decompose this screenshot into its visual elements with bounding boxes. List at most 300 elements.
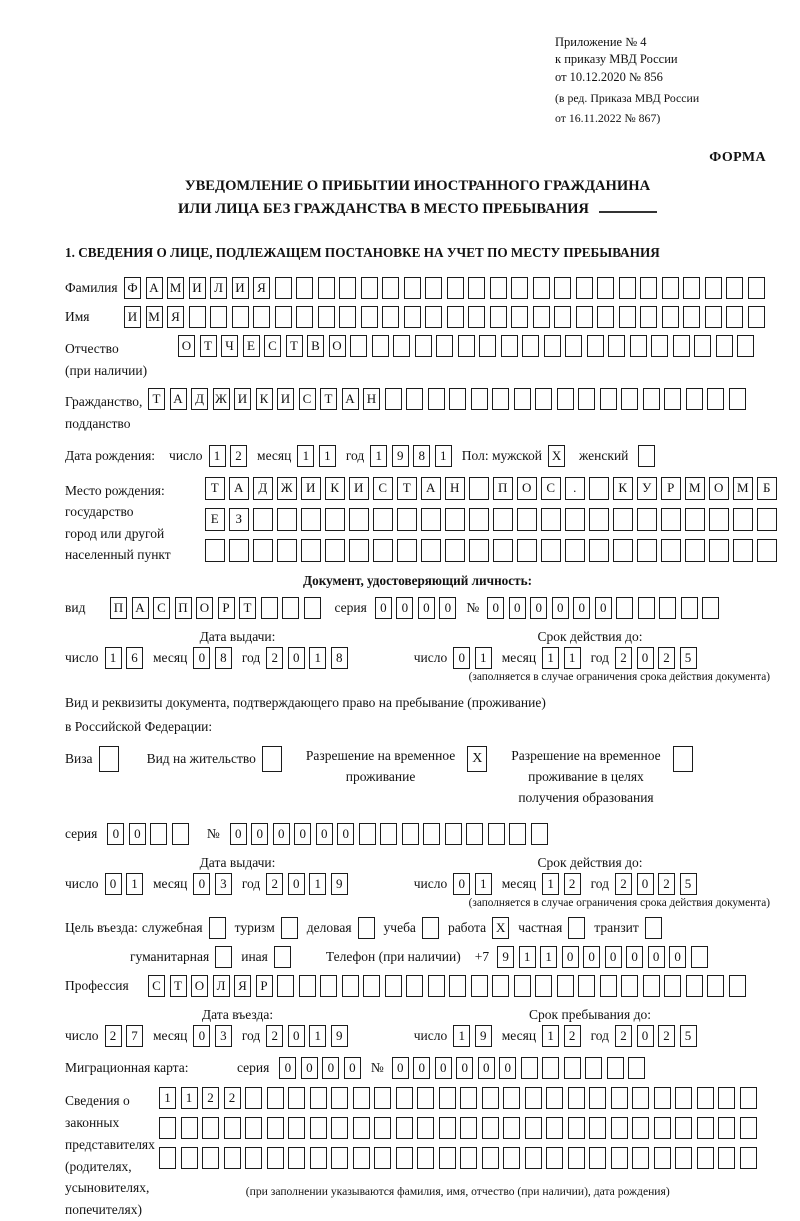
char-box[interactable] [428, 388, 445, 410]
char-box[interactable] [608, 335, 625, 357]
char-box[interactable]: И [301, 477, 321, 500]
char-box[interactable] [531, 823, 548, 845]
char-box[interactable]: 2 [564, 1025, 581, 1047]
char-box[interactable] [659, 597, 676, 619]
char-box[interactable] [482, 1087, 499, 1109]
char-box[interactable] [397, 539, 417, 562]
char-box[interactable]: А [170, 388, 187, 410]
char-box[interactable] [417, 1147, 434, 1169]
char-box[interactable] [525, 1117, 542, 1139]
char-box[interactable]: 0 [637, 1025, 654, 1047]
char-box[interactable] [382, 306, 399, 328]
char-box[interactable] [632, 1147, 649, 1169]
char-box[interactable] [707, 388, 724, 410]
char-box[interactable] [638, 597, 655, 619]
char-box[interactable]: 2 [564, 873, 581, 895]
char-box[interactable] [417, 1087, 434, 1109]
char-box[interactable] [729, 975, 746, 997]
char-box[interactable] [697, 1117, 714, 1139]
char-box[interactable] [587, 335, 604, 357]
char-box[interactable] [428, 975, 445, 997]
char-box[interactable] [374, 1087, 391, 1109]
char-box[interactable] [299, 975, 316, 997]
char-box[interactable]: 2 [224, 1087, 241, 1109]
char-box[interactable]: Т [148, 388, 165, 410]
char-box[interactable] [637, 508, 657, 531]
char-box[interactable]: К [256, 388, 273, 410]
char-box[interactable]: 0 [530, 597, 547, 619]
char-box[interactable]: Р [661, 477, 681, 500]
char-box[interactable] [253, 306, 270, 328]
char-box[interactable] [661, 508, 681, 531]
char-box[interactable] [568, 1087, 585, 1109]
char-box[interactable] [202, 1147, 219, 1169]
char-box[interactable]: 0 [573, 597, 590, 619]
char-box[interactable] [600, 975, 617, 997]
char-box[interactable]: 0 [605, 946, 622, 968]
char-box[interactable] [296, 277, 313, 299]
char-box[interactable]: 0 [418, 597, 435, 619]
char-box[interactable] [449, 975, 466, 997]
char-box[interactable] [232, 306, 249, 328]
char-box[interactable] [372, 335, 389, 357]
char-box[interactable]: М [685, 477, 705, 500]
char-box[interactable]: 0 [193, 873, 210, 895]
char-box[interactable] [729, 388, 746, 410]
char-box[interactable] [350, 335, 367, 357]
char-box[interactable]: 0 [626, 946, 643, 968]
char-box[interactable] [733, 508, 753, 531]
char-box[interactable]: М [167, 277, 184, 299]
char-box[interactable] [209, 917, 226, 939]
char-box[interactable] [542, 1057, 559, 1079]
char-box[interactable] [611, 1147, 628, 1169]
char-box[interactable] [664, 975, 681, 997]
char-box[interactable] [493, 508, 513, 531]
char-box[interactable] [654, 1087, 671, 1109]
char-box[interactable] [349, 539, 369, 562]
char-box[interactable]: 1 [181, 1087, 198, 1109]
char-box[interactable] [628, 1057, 645, 1079]
char-box[interactable] [224, 1147, 241, 1169]
char-box[interactable] [740, 1147, 757, 1169]
char-box[interactable] [275, 306, 292, 328]
char-box[interactable] [533, 306, 550, 328]
char-box[interactable]: П [110, 597, 127, 619]
char-box[interactable] [421, 539, 441, 562]
char-box[interactable] [310, 1147, 327, 1169]
char-box[interactable] [600, 388, 617, 410]
char-box[interactable] [664, 388, 681, 410]
char-box[interactable] [662, 306, 679, 328]
char-box[interactable]: 0 [648, 946, 665, 968]
char-box[interactable] [568, 1147, 585, 1169]
char-box[interactable] [373, 508, 393, 531]
char-box[interactable] [726, 277, 743, 299]
char-box[interactable] [501, 335, 518, 357]
char-box[interactable] [492, 975, 509, 997]
char-box[interactable]: С [148, 975, 165, 997]
char-box[interactable] [640, 306, 657, 328]
char-box[interactable] [673, 746, 693, 772]
char-box[interactable] [541, 508, 561, 531]
char-box[interactable] [621, 388, 638, 410]
char-box[interactable] [245, 1117, 262, 1139]
char-box[interactable]: Д [253, 477, 273, 500]
char-box[interactable] [468, 306, 485, 328]
char-box[interactable] [675, 1147, 692, 1169]
char-box[interactable]: 1 [309, 873, 326, 895]
char-box[interactable] [469, 508, 489, 531]
char-box[interactable] [511, 306, 528, 328]
char-box[interactable]: 9 [497, 946, 514, 968]
char-box[interactable] [589, 539, 609, 562]
char-box[interactable]: 1 [564, 647, 581, 669]
char-box[interactable] [393, 335, 410, 357]
char-box[interactable]: 0 [193, 1025, 210, 1047]
char-box[interactable] [275, 277, 292, 299]
char-box[interactable]: 0 [453, 873, 470, 895]
char-box[interactable]: Т [205, 477, 225, 500]
char-box[interactable] [565, 508, 585, 531]
char-box[interactable] [262, 746, 282, 772]
char-box[interactable]: Е [205, 508, 225, 531]
char-box[interactable] [385, 975, 402, 997]
char-box[interactable] [373, 539, 393, 562]
char-box[interactable]: X [548, 445, 565, 467]
char-box[interactable] [304, 597, 321, 619]
char-box[interactable]: С [373, 477, 393, 500]
char-box[interactable]: А [342, 388, 359, 410]
char-box[interactable] [637, 539, 657, 562]
char-box[interactable]: 2 [615, 647, 632, 669]
char-box[interactable] [406, 388, 423, 410]
char-box[interactable] [675, 1087, 692, 1109]
char-box[interactable] [613, 539, 633, 562]
char-box[interactable]: М [146, 306, 163, 328]
char-box[interactable]: 2 [658, 1025, 675, 1047]
char-box[interactable] [718, 1147, 735, 1169]
char-box[interactable] [469, 477, 489, 500]
char-box[interactable]: 0 [105, 873, 122, 895]
char-box[interactable]: И [234, 388, 251, 410]
char-box[interactable]: 7 [126, 1025, 143, 1047]
char-box[interactable] [374, 1147, 391, 1169]
char-box[interactable] [469, 539, 489, 562]
char-box[interactable] [396, 1087, 413, 1109]
char-box[interactable] [554, 306, 571, 328]
char-box[interactable]: 1 [309, 1025, 326, 1047]
char-box[interactable] [533, 277, 550, 299]
char-box[interactable] [643, 975, 660, 997]
char-box[interactable]: Л [213, 975, 230, 997]
char-box[interactable]: 0 [288, 647, 305, 669]
char-box[interactable] [686, 388, 703, 410]
char-box[interactable] [296, 306, 313, 328]
char-box[interactable] [685, 508, 705, 531]
char-box[interactable]: С [541, 477, 561, 500]
char-box[interactable]: 9 [331, 873, 348, 895]
char-box[interactable]: И [349, 477, 369, 500]
char-box[interactable]: 1 [475, 647, 492, 669]
char-box[interactable] [436, 335, 453, 357]
char-box[interactable]: Т [239, 597, 256, 619]
char-box[interactable] [320, 975, 337, 997]
char-box[interactable]: О [191, 975, 208, 997]
char-box[interactable] [585, 1057, 602, 1079]
char-box[interactable]: 0 [337, 823, 354, 845]
char-box[interactable]: 2 [202, 1087, 219, 1109]
char-box[interactable] [525, 1147, 542, 1169]
char-box[interactable] [150, 823, 167, 845]
char-box[interactable] [535, 975, 552, 997]
char-box[interactable]: 1 [319, 445, 336, 467]
char-box[interactable] [331, 1087, 348, 1109]
char-box[interactable] [402, 823, 419, 845]
char-box[interactable] [503, 1147, 520, 1169]
char-box[interactable] [697, 1087, 714, 1109]
char-box[interactable]: А [132, 597, 149, 619]
char-box[interactable] [757, 508, 777, 531]
char-box[interactable]: 0 [435, 1057, 452, 1079]
char-box[interactable]: Н [363, 388, 380, 410]
char-box[interactable] [261, 597, 278, 619]
char-box[interactable]: 0 [552, 597, 569, 619]
char-box[interactable] [202, 1117, 219, 1139]
char-box[interactable] [673, 335, 690, 357]
char-box[interactable]: А [229, 477, 249, 500]
char-box[interactable]: 0 [129, 823, 146, 845]
char-box[interactable]: Р [218, 597, 235, 619]
char-box[interactable] [447, 306, 464, 328]
char-box[interactable] [645, 917, 662, 939]
char-box[interactable] [421, 508, 441, 531]
char-box[interactable]: 0 [413, 1057, 430, 1079]
char-box[interactable] [557, 975, 574, 997]
char-box[interactable]: 9 [475, 1025, 492, 1047]
char-box[interactable] [361, 277, 378, 299]
char-box[interactable] [517, 508, 537, 531]
char-box[interactable] [439, 1087, 456, 1109]
char-box[interactable]: 9 [392, 445, 409, 467]
char-box[interactable] [748, 277, 765, 299]
char-box[interactable] [277, 975, 294, 997]
char-box[interactable] [565, 335, 582, 357]
char-box[interactable] [460, 1147, 477, 1169]
char-box[interactable] [525, 1087, 542, 1109]
char-box[interactable]: 0 [487, 597, 504, 619]
char-box[interactable] [578, 388, 595, 410]
char-box[interactable]: 0 [294, 823, 311, 845]
char-box[interactable] [546, 1117, 563, 1139]
char-box[interactable]: А [146, 277, 163, 299]
char-box[interactable]: 1 [519, 946, 536, 968]
char-box[interactable]: 6 [126, 647, 143, 669]
char-box[interactable] [482, 1147, 499, 1169]
char-box[interactable] [245, 1147, 262, 1169]
char-box[interactable] [490, 306, 507, 328]
char-box[interactable] [589, 1087, 606, 1109]
char-box[interactable] [385, 388, 402, 410]
char-box[interactable] [541, 539, 561, 562]
char-box[interactable] [159, 1117, 176, 1139]
char-box[interactable]: О [517, 477, 537, 500]
char-box[interactable] [445, 539, 465, 562]
char-box[interactable] [546, 1147, 563, 1169]
char-box[interactable]: Т [170, 975, 187, 997]
char-box[interactable] [339, 277, 356, 299]
char-box[interactable]: И [189, 277, 206, 299]
char-box[interactable]: 2 [658, 873, 675, 895]
char-box[interactable] [709, 539, 729, 562]
char-box[interactable] [301, 539, 321, 562]
char-box[interactable]: Я [253, 277, 270, 299]
char-box[interactable]: Д [191, 388, 208, 410]
char-box[interactable] [511, 277, 528, 299]
char-box[interactable]: 1 [475, 873, 492, 895]
char-box[interactable] [471, 975, 488, 997]
char-box[interactable]: У [637, 477, 657, 500]
char-box[interactable]: 1 [540, 946, 557, 968]
char-box[interactable] [683, 277, 700, 299]
char-box[interactable] [740, 1087, 757, 1109]
char-box[interactable]: Л [210, 277, 227, 299]
char-box[interactable] [568, 1117, 585, 1139]
char-box[interactable] [353, 1147, 370, 1169]
char-box[interactable] [568, 917, 585, 939]
char-box[interactable] [616, 597, 633, 619]
char-box[interactable] [423, 823, 440, 845]
char-box[interactable] [181, 1117, 198, 1139]
char-box[interactable] [589, 477, 609, 500]
char-box[interactable] [425, 306, 442, 328]
char-box[interactable] [694, 335, 711, 357]
char-box[interactable] [643, 388, 660, 410]
char-box[interactable] [681, 597, 698, 619]
char-box[interactable]: 5 [680, 1025, 697, 1047]
char-box[interactable]: Я [167, 306, 184, 328]
char-box[interactable]: З [229, 508, 249, 531]
char-box[interactable]: 8 [331, 647, 348, 669]
char-box[interactable] [613, 508, 633, 531]
char-box[interactable]: К [325, 477, 345, 500]
char-box[interactable]: 0 [230, 823, 247, 845]
char-box[interactable] [374, 1117, 391, 1139]
char-box[interactable]: О [709, 477, 729, 500]
char-box[interactable] [697, 1147, 714, 1169]
char-box[interactable]: И [277, 388, 294, 410]
char-box[interactable]: Т [200, 335, 217, 357]
char-box[interactable]: 9 [331, 1025, 348, 1047]
char-box[interactable] [630, 335, 647, 357]
char-box[interactable]: 5 [680, 873, 697, 895]
char-box[interactable] [619, 306, 636, 328]
char-box[interactable] [310, 1117, 327, 1139]
char-box[interactable] [310, 1087, 327, 1109]
char-box[interactable]: 0 [316, 823, 333, 845]
char-box[interactable] [274, 946, 291, 968]
char-box[interactable] [99, 746, 119, 772]
char-box[interactable]: 1 [209, 445, 226, 467]
char-box[interactable]: Р [256, 975, 273, 997]
char-box[interactable] [277, 539, 297, 562]
char-box[interactable] [415, 335, 432, 357]
char-box[interactable]: О [196, 597, 213, 619]
char-box[interactable] [358, 917, 375, 939]
char-box[interactable] [740, 1117, 757, 1139]
char-box[interactable]: 2 [615, 1025, 632, 1047]
char-box[interactable] [651, 335, 668, 357]
char-box[interactable] [460, 1117, 477, 1139]
char-box[interactable]: 8 [413, 445, 430, 467]
char-box[interactable] [353, 1117, 370, 1139]
char-box[interactable] [380, 823, 397, 845]
char-box[interactable]: 2 [615, 873, 632, 895]
char-box[interactable]: 0 [562, 946, 579, 968]
char-box[interactable] [215, 946, 232, 968]
char-box[interactable] [683, 306, 700, 328]
char-box[interactable] [439, 1117, 456, 1139]
char-box[interactable]: 0 [251, 823, 268, 845]
char-box[interactable] [479, 335, 496, 357]
char-box[interactable]: 0 [456, 1057, 473, 1079]
char-box[interactable] [490, 277, 507, 299]
char-box[interactable] [488, 823, 505, 845]
char-box[interactable]: В [307, 335, 324, 357]
char-box[interactable] [521, 1057, 538, 1079]
char-box[interactable] [705, 277, 722, 299]
char-box[interactable] [339, 306, 356, 328]
char-box[interactable]: Ф [124, 277, 141, 299]
char-box[interactable] [576, 306, 593, 328]
char-box[interactable]: 1 [370, 445, 387, 467]
char-box[interactable]: 0 [288, 873, 305, 895]
char-box[interactable]: 0 [583, 946, 600, 968]
char-box[interactable]: Т [320, 388, 337, 410]
char-box[interactable] [253, 508, 273, 531]
char-box[interactable] [210, 306, 227, 328]
char-box[interactable] [245, 1087, 262, 1109]
char-box[interactable] [422, 917, 439, 939]
char-box[interactable] [509, 823, 526, 845]
char-box[interactable] [277, 508, 297, 531]
char-box[interactable]: 0 [499, 1057, 516, 1079]
char-box[interactable]: 1 [542, 1025, 559, 1047]
char-box[interactable] [342, 975, 359, 997]
char-box[interactable]: П [493, 477, 513, 500]
char-box[interactable] [229, 539, 249, 562]
char-box[interactable] [361, 306, 378, 328]
char-box[interactable]: X [492, 917, 509, 939]
char-box[interactable] [726, 306, 743, 328]
char-box[interactable] [565, 539, 585, 562]
char-box[interactable]: 0 [107, 823, 124, 845]
char-box[interactable] [205, 539, 225, 562]
char-box[interactable]: Т [286, 335, 303, 357]
char-box[interactable]: Ж [213, 388, 230, 410]
char-box[interactable] [535, 388, 552, 410]
char-box[interactable] [325, 508, 345, 531]
char-box[interactable]: 0 [375, 597, 392, 619]
char-box[interactable] [621, 975, 638, 997]
char-box[interactable] [503, 1117, 520, 1139]
char-box[interactable]: 0 [509, 597, 526, 619]
char-box[interactable]: 0 [301, 1057, 318, 1079]
char-box[interactable] [267, 1147, 284, 1169]
char-box[interactable] [404, 306, 421, 328]
char-box[interactable]: 2 [658, 647, 675, 669]
char-box[interactable]: 3 [215, 873, 232, 895]
